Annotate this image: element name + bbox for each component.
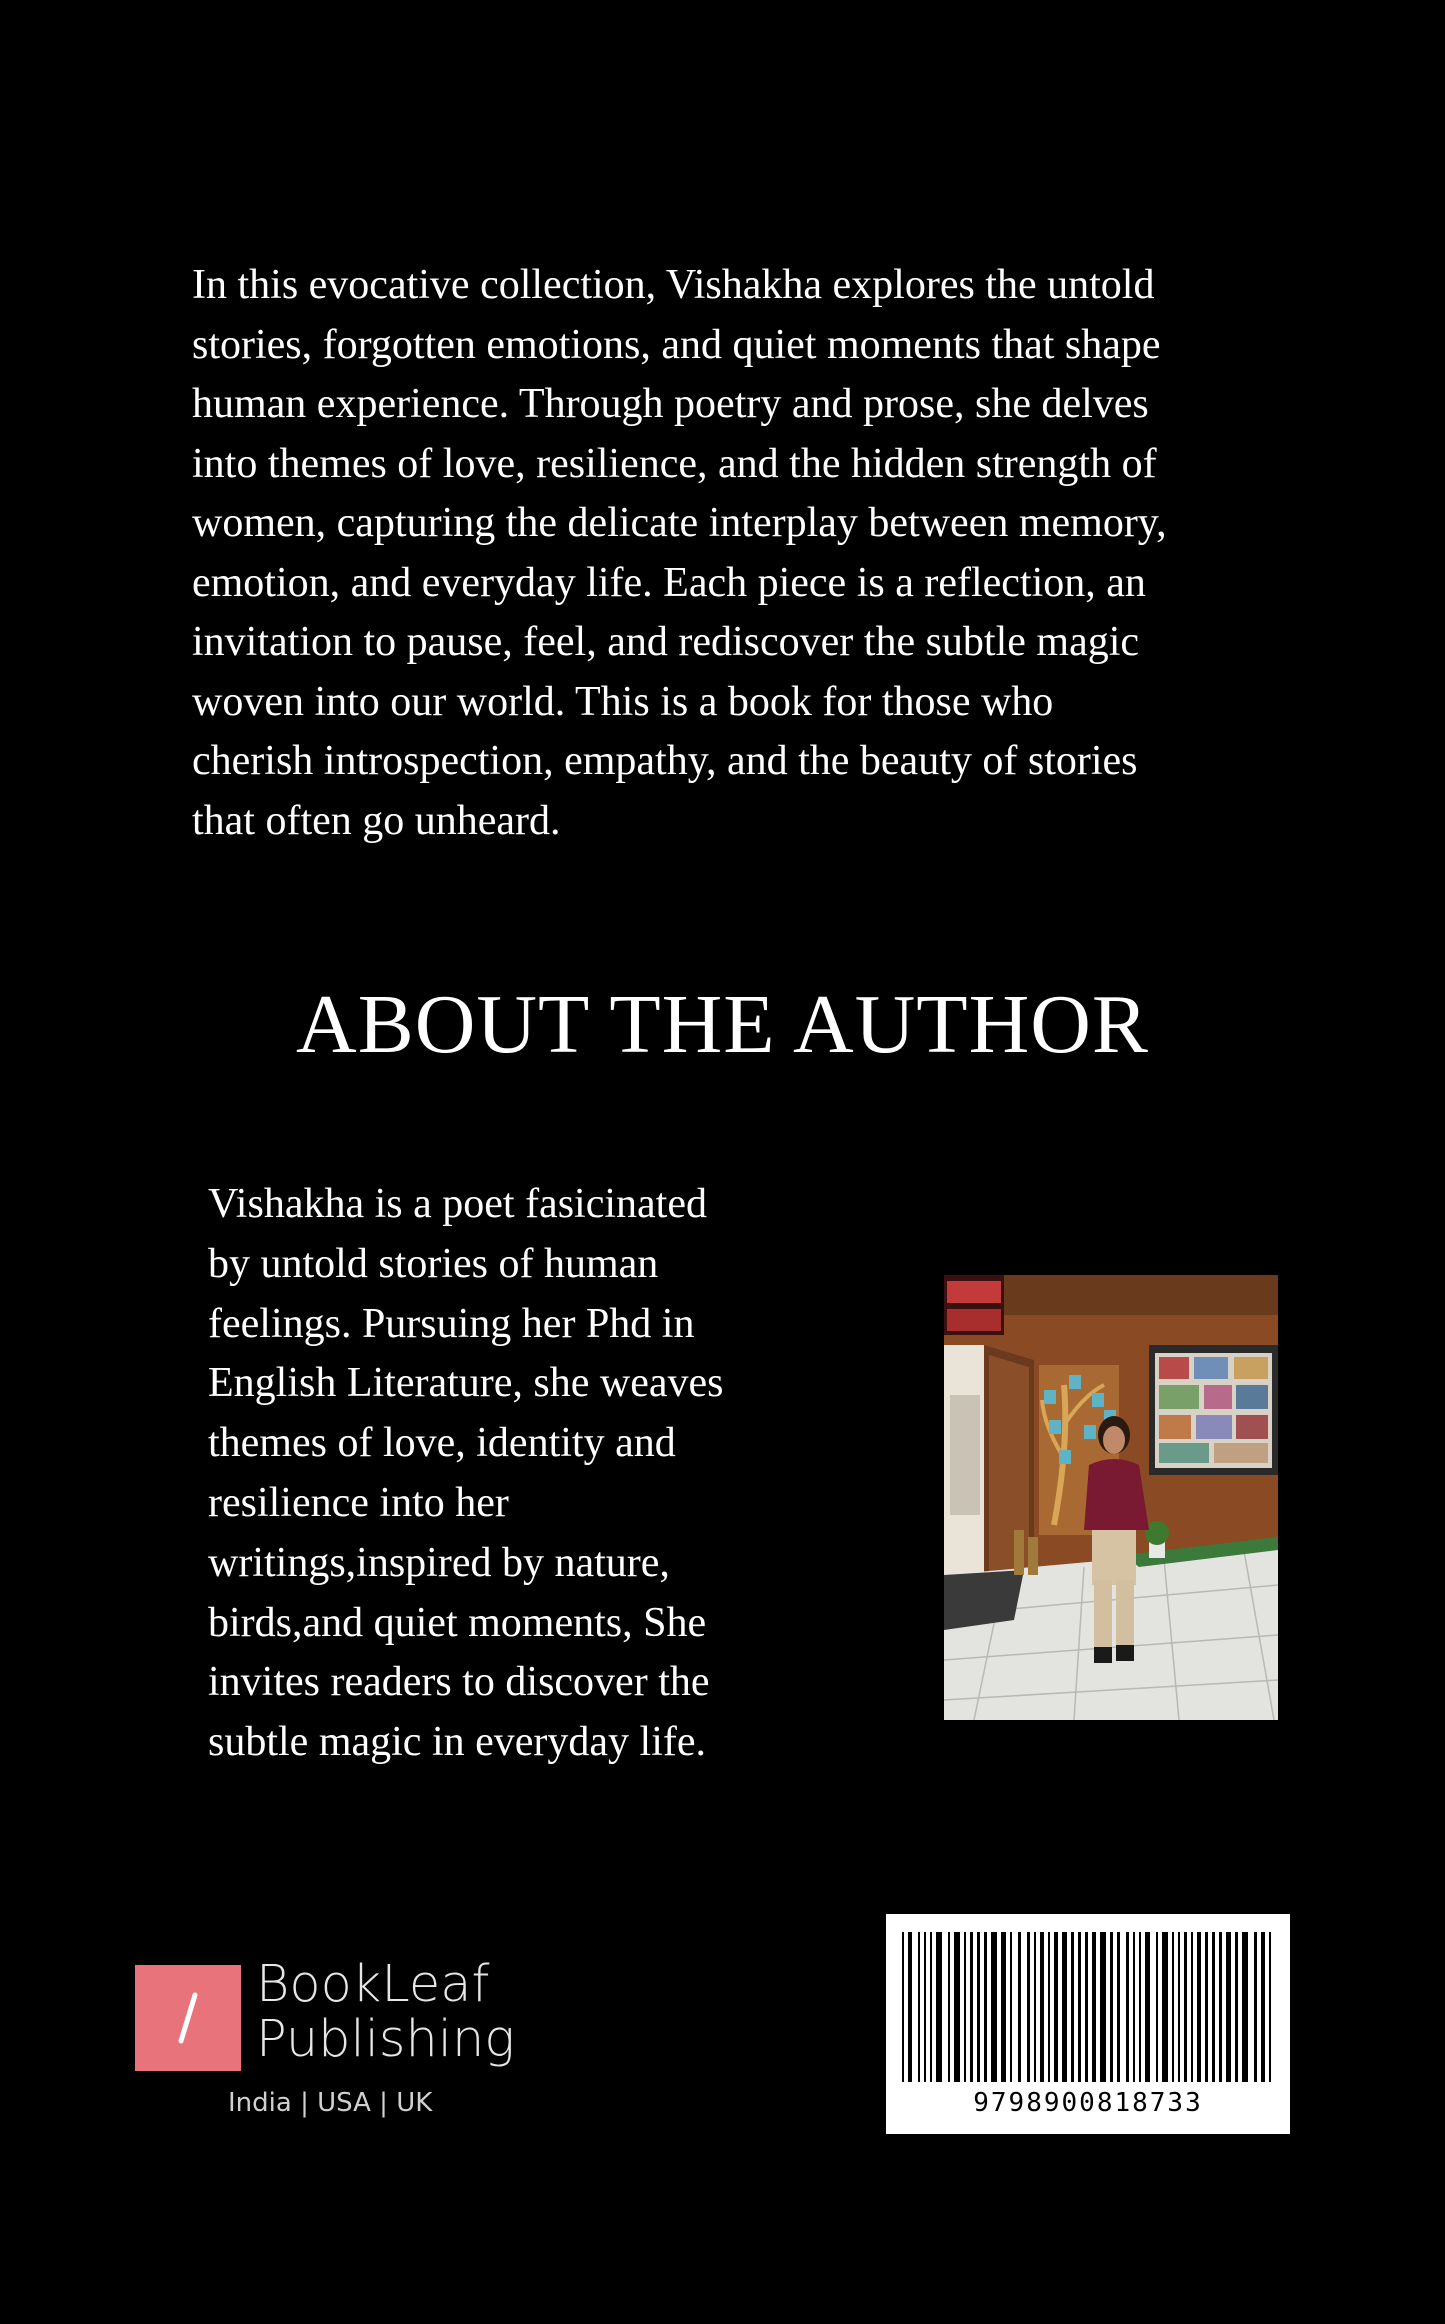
barcode-bar	[948, 1932, 950, 2082]
barcode-bar	[984, 1932, 987, 2082]
barcode-bar	[936, 1932, 942, 2082]
barcode-bar	[1212, 1932, 1215, 2082]
barcode-bar	[1191, 1932, 1193, 2082]
barcode-bar	[1071, 1932, 1074, 2082]
barcode-bar	[1040, 1932, 1044, 2082]
publisher-name-line1: BookLeaf	[256, 1955, 490, 2014]
barcode-bar	[1092, 1932, 1096, 2082]
barcode-bar	[1269, 1932, 1271, 2082]
barcode-bars	[900, 1932, 1276, 2082]
barcode-bar	[1048, 1932, 1050, 2082]
barcode-bar	[1145, 1932, 1150, 2082]
barcode-bar	[1110, 1932, 1113, 2082]
barcode-bar	[977, 1932, 980, 2082]
barcode-bar	[1027, 1932, 1030, 2082]
barcode-bar	[1235, 1932, 1238, 2082]
barcode-bar	[964, 1932, 966, 2082]
barcode-bar	[918, 1932, 920, 2082]
barcode-bar	[1010, 1932, 1012, 2082]
publisher-regions: India | USA | UK	[228, 2088, 433, 2118]
barcode-bar	[1133, 1932, 1135, 2082]
barcode-bar	[1261, 1932, 1265, 2082]
barcode-bar	[902, 1932, 904, 2082]
barcode-bar	[1100, 1932, 1106, 2082]
barcode-bar	[924, 1932, 926, 2082]
barcode-bar	[1156, 1932, 1158, 2082]
barcode-bar	[991, 1932, 997, 2082]
publisher-name-line2: Publishing	[256, 2010, 515, 2069]
isbn-barcode	[886, 1914, 1290, 2134]
barcode-bar	[1018, 1932, 1021, 2082]
barcode-bar	[1126, 1932, 1129, 2082]
barcode-bar	[970, 1932, 973, 2082]
slash-icon	[135, 1965, 241, 2071]
barcode-bar	[1184, 1932, 1187, 2082]
barcode-bar	[1254, 1932, 1257, 2082]
barcode-bar	[1062, 1932, 1067, 2082]
barcode-bar	[1117, 1932, 1120, 2082]
barcode-bar	[1205, 1932, 1208, 2082]
author-bio: Vishakha is a poet fasicinated by untold stories of human feelings. Pursuing her Phd in English Literature, she weaves themes of love, identity and resilience into her writings,inspired by nature, birds,and quiet moments, She invites readers to discover the subtle magic in everyday life.	[208, 1181, 724, 1766]
barcode-bar	[1001, 1932, 1006, 2082]
barcode-bar	[1139, 1932, 1141, 2082]
barcode-bar	[1172, 1932, 1174, 2082]
barcode-bar	[954, 1932, 960, 2082]
barcode-bar	[1054, 1932, 1058, 2082]
barcode-bar	[908, 1932, 912, 2082]
barcode-bar	[1078, 1932, 1081, 2082]
barcode-bar	[1085, 1932, 1088, 2082]
isbn-number: 9798900818733	[973, 2088, 1203, 2118]
author-photo	[944, 1275, 1278, 1720]
barcode-bar	[1197, 1932, 1201, 2082]
barcode-bar	[1178, 1932, 1180, 2082]
publisher-logo	[135, 1955, 535, 2130]
barcode-bar	[1034, 1932, 1036, 2082]
publisher-logo-mark	[135, 1965, 241, 2071]
about-author-heading: ABOUT THE AUTHOR	[296, 978, 1149, 1071]
barcode-bar	[1242, 1932, 1248, 2082]
barcode-bar	[1219, 1932, 1222, 2082]
barcode-bar	[930, 1932, 932, 2082]
back-cover-blurb: In this evocative collection, Vishakha explores the untold stories, forgotten emotions, and quiet moments that shape human experience. Through poetry and prose, she delves into themes of love, resilience, and the hidden strength of women, capturing the delicate interplay between memory, emotion, and everyday life. Each piece is a reflection, an invitation to pause, feel, and rediscover the subtle magic woven into our world. This is a book for those who cherish introspection, empathy, and the beauty of stories that often go unheard.	[192, 262, 1167, 844]
barcode-bar	[1162, 1932, 1168, 2082]
barcode-bar	[1226, 1932, 1231, 2082]
